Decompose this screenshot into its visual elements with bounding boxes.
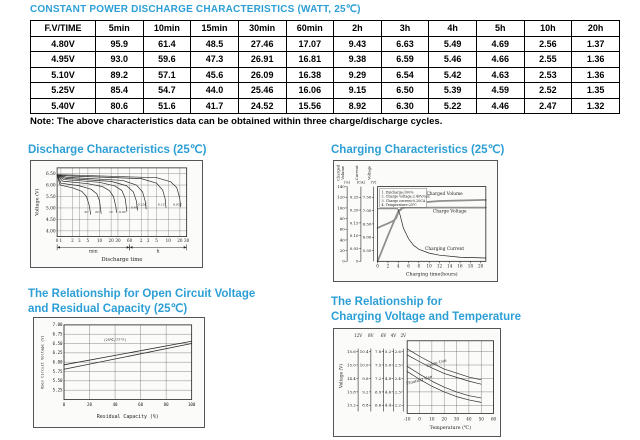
- svg-text:5.2: 5.2: [384, 348, 392, 354]
- page-title: CONSTANT POWER DISCHARGE CHARACTERISTICS (WATT, 25℃): [30, 4, 361, 15]
- table-header-cell: 3h: [381, 21, 429, 37]
- svg-text:7.00: 7.00: [52, 322, 63, 328]
- svg-text:10: 10: [426, 263, 432, 269]
- svg-text:Cycle Use: Cycle Use: [425, 357, 448, 369]
- svg-text:0.6C: 0.6C: [119, 209, 127, 214]
- svg-text:5: 5: [155, 237, 158, 243]
- table-cell: 16.38: [286, 67, 334, 83]
- table-cell: 2.52: [524, 83, 572, 99]
- svg-text:Current: Current: [354, 165, 359, 181]
- table-cell: 9.38: [334, 52, 382, 68]
- svg-text:Voltage (V): Voltage (V): [339, 364, 345, 389]
- svg-text:0: 0: [376, 263, 379, 269]
- ocv-heading-line1: The Relationship for Open Circuit Voltage: [28, 288, 256, 300]
- svg-text:12: 12: [436, 263, 443, 269]
- svg-text:2: 2: [71, 237, 74, 243]
- svg-text:2. Charge voltage:2.40V/cell: 2. Charge voltage:2.40V/cell: [381, 194, 430, 199]
- table-cell: 85.4: [96, 83, 144, 99]
- svg-text:Charging time(hours): Charging time(hours): [405, 272, 458, 278]
- svg-text:3: 3: [146, 237, 150, 243]
- table-cell: 4.59: [477, 83, 525, 99]
- svg-text:3. Charge current:0.20CA: 3. Charge current:0.20CA: [381, 198, 426, 203]
- table-cell: 26.91: [238, 52, 286, 68]
- svg-text:10: 10: [96, 237, 103, 243]
- table-cell: 4.69: [477, 36, 525, 52]
- table-cell: 5.40V: [31, 98, 96, 114]
- svg-text:5.00: 5.00: [46, 206, 56, 212]
- svg-text:3: 3: [77, 237, 81, 243]
- svg-text:2V: 2V: [400, 332, 407, 338]
- table-header-cell: 5h: [477, 21, 525, 37]
- svg-text:4: 4: [396, 263, 400, 269]
- svg-text:2.5: 2.5: [394, 362, 401, 368]
- svg-text:20: 20: [478, 263, 484, 269]
- charging-chart-panel: [333, 160, 498, 282]
- svg-text:20: 20: [108, 237, 114, 243]
- table-cell: 48.5: [191, 36, 239, 52]
- svg-text:7.8: 7.8: [375, 348, 382, 354]
- svg-text:12V: 12V: [353, 332, 363, 338]
- svg-text:4.00: 4.00: [46, 229, 56, 235]
- svg-text:5.50: 5.50: [362, 248, 372, 254]
- svg-text:6.50: 6.50: [362, 221, 372, 227]
- svg-text:(CA): (CA): [356, 180, 365, 185]
- svg-text:40: 40: [112, 401, 118, 407]
- svg-text:30: 30: [453, 416, 460, 422]
- table-cell: 1.36: [572, 67, 620, 83]
- table-cell: 16.81: [286, 52, 334, 68]
- svg-text:13.2: 13.2: [347, 402, 356, 408]
- svg-text:Discharge time: Discharge time: [101, 257, 143, 264]
- table-cell: 1.36: [572, 52, 620, 68]
- ocv-chart-panel: [33, 317, 205, 428]
- ocv-curves: [64, 338, 192, 369]
- table-header-cell: 30min: [238, 21, 286, 37]
- table-header-cell: 5min: [96, 21, 144, 37]
- svg-text:40: 40: [339, 237, 345, 243]
- svg-text:60: 60: [138, 401, 144, 407]
- table-row: [31, 83, 620, 99]
- table-header-cell: 60min: [286, 21, 334, 37]
- table-cell: 54.7: [143, 83, 191, 99]
- table-cell: 95.9: [96, 36, 144, 52]
- svg-text:0: 0: [342, 258, 345, 264]
- svg-text:7.00: 7.00: [362, 207, 372, 213]
- svg-text:0.10: 0.10: [349, 233, 359, 239]
- table-cell: 4.95V: [31, 52, 96, 68]
- svg-text:0.25C: 0.25C: [137, 202, 147, 207]
- svg-text:6.00: 6.00: [362, 234, 372, 240]
- svg-text:Charge Voltage: Charge Voltage: [432, 209, 467, 215]
- svg-text:4. Temperature:25℃: 4. Temperature:25℃: [381, 203, 417, 208]
- svg-text:Residual Capacity (%): Residual Capacity (%): [96, 414, 159, 421]
- svg-text:13.8: 13.8: [347, 389, 356, 395]
- table-cell: 57.1: [143, 67, 191, 83]
- table-header-row: [31, 21, 620, 37]
- table-cell: 5.49: [429, 36, 477, 52]
- svg-text:100: 100: [337, 205, 345, 211]
- temp-chart-panel: [333, 328, 501, 437]
- svg-text:Temperature (℃): Temperature (℃): [429, 426, 472, 432]
- ocv-section-heading: [28, 287, 255, 317]
- svg-text:14.4: 14.4: [347, 375, 356, 381]
- svg-text:h: h: [156, 249, 160, 255]
- svg-text:18: 18: [467, 263, 473, 269]
- svg-text:60: 60: [490, 416, 497, 422]
- table-cell: 44.0: [191, 83, 239, 99]
- svg-text:0.4C: 0.4C: [130, 205, 139, 210]
- table-cell: 6.63: [381, 36, 429, 52]
- svg-text:140: 140: [337, 183, 345, 189]
- svg-text:30: 30: [115, 237, 121, 243]
- svg-text:2.6: 2.6: [394, 348, 401, 354]
- charging-conditions-inset: [380, 189, 430, 208]
- power-table: [30, 20, 620, 114]
- table-cell: 5.39: [429, 83, 477, 99]
- temp-section-heading: [331, 295, 521, 325]
- svg-text:Voltage (V): Voltage (V): [34, 188, 41, 216]
- svg-text:0: 0: [62, 401, 66, 407]
- table-cell: 25.46: [238, 83, 286, 99]
- svg-text:4.50: 4.50: [46, 217, 56, 223]
- svg-text:4V: 4V: [390, 332, 397, 338]
- table-cell: 5.25V: [31, 83, 96, 99]
- svg-text:0.15: 0.15: [349, 220, 359, 226]
- svg-text:2: 2: [139, 237, 143, 243]
- table-cell: 26.09: [238, 67, 286, 83]
- svg-text:6.00: 6.00: [52, 359, 63, 365]
- table-row: [31, 98, 620, 114]
- table-cell: 17.07: [286, 36, 334, 52]
- table-cell: 6.50: [381, 83, 429, 99]
- svg-text:0: 0: [55, 237, 59, 243]
- table-cell: 51.6: [143, 98, 191, 114]
- svg-text:Floating Use: Floating Use: [405, 373, 433, 387]
- svg-text:80: 80: [339, 215, 345, 221]
- svg-text:20: 20: [177, 237, 183, 243]
- svg-text:2.4: 2.4: [394, 375, 401, 381]
- svg-text:0.20: 0.20: [349, 207, 359, 213]
- table-cell: 1.35: [572, 83, 620, 99]
- svg-text:80: 80: [163, 401, 169, 407]
- svg-text:2.2: 2.2: [394, 402, 401, 408]
- svg-text:50: 50: [478, 416, 484, 422]
- table-cell: 1.32: [572, 98, 620, 114]
- svg-text:6.50: 6.50: [52, 340, 63, 346]
- svg-text:5.0: 5.0: [384, 362, 392, 368]
- svg-text:16: 16: [457, 263, 463, 269]
- table-cell: 8.92: [334, 98, 382, 114]
- svg-text:(V): (V): [371, 180, 377, 185]
- svg-text:60: 60: [126, 237, 133, 243]
- svg-text:Voltage: Voltage: [367, 165, 372, 180]
- table-cell: 2.55: [524, 52, 572, 68]
- svg-text:10.4: 10.4: [359, 348, 369, 354]
- svg-text:4.4: 4.4: [384, 402, 392, 408]
- svg-text:(%): (%): [344, 180, 351, 185]
- table-cell: 47.3: [191, 52, 239, 68]
- table-header-cell: 10h: [524, 21, 572, 37]
- svg-text:5: 5: [86, 237, 90, 243]
- charging-section-heading: Charging Characteristics (25℃): [331, 144, 505, 156]
- svg-text:14: 14: [447, 263, 453, 269]
- svg-text:0.05: 0.05: [349, 245, 359, 251]
- table-cell: 1.37: [572, 36, 620, 52]
- table-cell: 93.0: [96, 52, 144, 68]
- svg-text:(25℃/77°F): (25℃/77°F): [103, 337, 127, 342]
- svg-text:10: 10: [429, 416, 435, 422]
- discharge-section-heading: Discharge Characteristics (25℃): [28, 144, 207, 156]
- ocv-grid: [64, 325, 192, 400]
- ocv-heading-line2: and Residual Capacity (25℃): [28, 303, 188, 315]
- table-cell: 61.4: [143, 36, 191, 52]
- charging-left-axes: [336, 164, 377, 264]
- svg-text:6.50: 6.50: [46, 172, 56, 178]
- table-cell: 4.63: [477, 67, 525, 83]
- table-cell: 5.46: [429, 52, 477, 68]
- svg-text:5.75: 5.75: [52, 368, 63, 374]
- svg-text:6: 6: [407, 263, 410, 269]
- svg-text:6.75: 6.75: [52, 331, 63, 337]
- svg-text:100: 100: [187, 401, 196, 407]
- svg-text:5.25: 5.25: [52, 387, 63, 393]
- svg-text:6.9: 6.9: [375, 389, 382, 395]
- ocv-chart-svg: [34, 318, 204, 427]
- temp-voltage-scales: [339, 333, 407, 412]
- temp-x-axis-labels: [404, 416, 497, 431]
- svg-text:40: 40: [466, 416, 472, 422]
- svg-text:4.8: 4.8: [384, 375, 392, 381]
- svg-text:20: 20: [339, 248, 345, 254]
- table-cell: 80.6: [96, 98, 144, 114]
- svg-text:60: 60: [339, 226, 345, 232]
- temp-chart-svg: [334, 329, 500, 436]
- table-cell: 4.66: [477, 52, 525, 68]
- svg-text:0.05C: 0.05C: [172, 202, 183, 207]
- svg-text:6.00: 6.00: [46, 183, 56, 189]
- table-header-cell: 15min: [191, 21, 239, 37]
- discharge-curves: [57, 175, 183, 215]
- svg-text:20: 20: [441, 416, 447, 422]
- svg-text:10.0: 10.0: [359, 362, 369, 368]
- table-cell: 2.47: [524, 98, 572, 114]
- svg-text:6V: 6V: [380, 332, 387, 338]
- table-cell: 6.30: [381, 98, 429, 114]
- svg-text:Charging Current: Charging Current: [425, 246, 465, 252]
- table-header-cell: 20h: [572, 21, 620, 37]
- svg-text:7.5: 7.5: [375, 362, 382, 368]
- table-cell: 45.6: [191, 67, 239, 83]
- table-row: [31, 67, 620, 83]
- svg-text:6.6: 6.6: [375, 402, 382, 408]
- table-cell: 9.43: [334, 36, 382, 52]
- svg-text:8.8: 8.8: [362, 402, 369, 408]
- table-header-cell: 2h: [334, 21, 382, 37]
- table-cell: 6.59: [381, 52, 429, 68]
- temp-heading-line1: The Relationship for: [331, 296, 443, 308]
- table-header-cell: 4h: [429, 21, 477, 37]
- temp-heading-line2: Charging Voltage and Temperature: [331, 311, 521, 323]
- table-row: [31, 36, 620, 52]
- table-cell: 5.42: [429, 67, 477, 83]
- svg-text:5.50: 5.50: [52, 378, 63, 384]
- svg-text:-10: -10: [403, 416, 411, 422]
- table-cell: 41.7: [191, 98, 239, 114]
- table-cell: 4.80V: [31, 36, 96, 52]
- table-cell: 4.46: [477, 98, 525, 114]
- table-cell: 6.54: [381, 67, 429, 83]
- svg-text:15.6: 15.6: [347, 348, 356, 354]
- table-cell: 5.22: [429, 98, 477, 114]
- charging-x-axis-labels: [376, 261, 483, 277]
- svg-text:min: min: [89, 249, 98, 255]
- svg-text:120: 120: [337, 194, 345, 200]
- svg-text:Charged: Charged: [336, 164, 341, 181]
- svg-text:5.50: 5.50: [46, 194, 56, 200]
- svg-text:7.2: 7.2: [375, 375, 382, 381]
- note-text: Note: The above characteristics data can be obtained within three charge/discharge cycles.: [30, 116, 443, 127]
- svg-text:8: 8: [417, 263, 421, 269]
- svg-text:30: 30: [184, 237, 190, 243]
- svg-text:3C: 3C: [84, 209, 89, 214]
- svg-text:6.25: 6.25: [52, 350, 63, 356]
- svg-text:0.1C: 0.1C: [157, 202, 166, 207]
- table-cell: 27.46: [238, 36, 286, 52]
- svg-text:Volume: Volume: [341, 165, 346, 180]
- svg-text:Charged Volume: Charged Volume: [426, 192, 463, 198]
- svg-text:10: 10: [165, 237, 171, 243]
- table-cell: 15.56: [286, 98, 334, 114]
- temp-curves: [406, 349, 482, 403]
- table-cell: 16.06: [286, 83, 334, 99]
- table-cell: 24.52: [238, 98, 286, 114]
- discharge-chart-svg: [31, 161, 202, 267]
- table-cell: 9.15: [334, 83, 382, 99]
- table-cell: 89.2: [96, 67, 144, 83]
- svg-text:0.25: 0.25: [349, 194, 359, 200]
- charging-chart-svg: [334, 161, 497, 281]
- table-cell: 59.6: [143, 52, 191, 68]
- svg-text:2C: 2C: [94, 209, 100, 214]
- svg-text:1: 1: [59, 237, 63, 243]
- table-cell: 9.29: [334, 67, 382, 83]
- svg-text:20: 20: [87, 401, 93, 407]
- table-cell: 2.56: [524, 36, 572, 52]
- table-header-cell: 10min: [143, 21, 191, 37]
- discharge-chart-panel: [30, 160, 203, 268]
- svg-text:15.0: 15.0: [347, 362, 356, 368]
- svg-text:2: 2: [386, 263, 390, 269]
- svg-text:2.3: 2.3: [394, 389, 401, 395]
- table-header-cell: F.V/TIME: [31, 21, 96, 37]
- svg-text:9.6: 9.6: [362, 375, 369, 381]
- svg-text:7.50: 7.50: [362, 194, 372, 200]
- svg-text:0: 0: [356, 258, 359, 264]
- svg-text:8V: 8V: [368, 332, 374, 338]
- svg-text:9.2: 9.2: [362, 389, 369, 395]
- svg-text:4.6: 4.6: [384, 389, 392, 395]
- table-cell: 5.10V: [31, 67, 96, 83]
- svg-text:Open Circuit Voltage (V): Open Circuit Voltage (V): [40, 335, 45, 390]
- table-cell: 2.53: [524, 67, 572, 83]
- svg-text:0: 0: [418, 416, 421, 422]
- svg-text:1C: 1C: [108, 209, 114, 214]
- svg-text:1. Discharge:100%: 1. Discharge:100%: [381, 190, 414, 195]
- table-row: [31, 52, 620, 68]
